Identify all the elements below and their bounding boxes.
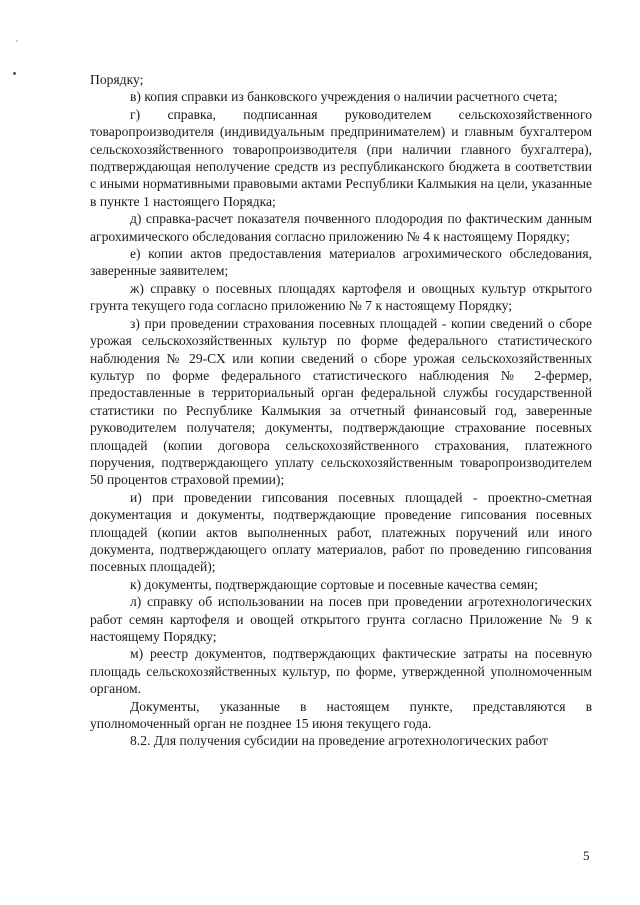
paragraph-item-e: е) копии актов предоставления материалов агрохимического обследования, заверенные заявителем; <box>90 246 592 279</box>
scan-speck <box>16 40 18 42</box>
paragraph-item-z: з) при проведении страхования посевных площадей - копии сведений о сборе урожая сельскохозяйственных культур по форме федерального статистического наблюдения № 29-СХ или копии сведений о сборе урожая сельскохозяйственных культур по форме федерального статистического наблюдения № 2-фермер, предоставленные в территориальный орган федеральной службы государственной статистики по Республике Калмыкия за отчетный финансовый год, заверенные руководителем получателя; документы, подтверждающие страхование посевных площадей (копии договора сельскохозяйственного страхования, платежного поручения, подтверждающего уплату сельскохозяйственным товаропроизводителем 50 процентов страховой премии); <box>90 315 592 488</box>
document-body <box>90 71 592 750</box>
paragraph-item-zh: ж) справку о посевных площадях картофеля и овощных культур открытого грунта текущего года согласно приложению № 7 к настоящему Порядку; <box>90 280 592 314</box>
paragraph-item-i: и) при проведении гипсования посевных площадей - проектно-сметная документация и документы, подтверждающие проведение гипсования посевных площадей (копии актов выполненных работ, платежных поручений или иного документа, подтверждающего оплату материалов, работ по проведению гипсования посевных площадей); <box>90 489 592 575</box>
paragraph-item-m: м) реестр документов, подтверждающих фактические затраты на посевную площадь сельскохозяйственных культур, по форме, утвержденной уполномоченным органом. <box>90 646 592 697</box>
paragraph-item-l: л) справку об использовании на посев при проведении агротехнологических работ семян картофеля и овощей открытого грунта согласно Приложение № 9 к настоящему Порядку; <box>90 594 592 644</box>
page-number: 5 <box>583 848 590 863</box>
paragraph-item-g: г) справка, подписанная руководителем сельскохозяйственного товаропроизводителя (индивидуальным предпринимателем) и главным бухгалтером сельскохозяйственного товаропроизводителя (при наличии главного бухгалтера), подтверждающая неполучение средств из республиканского бюджета в соответствии с иными нормативными правовыми актами Республики Калмыкия на цели, указанные в пункте 1 настоящего Порядка; <box>90 106 592 209</box>
paragraph-continuation: Порядку; <box>90 72 144 87</box>
scan-speck <box>13 72 16 75</box>
paragraph-item-k: к) документы, подтверждающие сортовые и посевные качества семян; <box>130 576 538 592</box>
paragraph-item-d: д) справка-расчет показателя почвенного плодородия по фактическим данным агрохимического обследования согласно приложению № 4 к настоящему Порядку; <box>90 211 592 244</box>
paragraph-section-8-2: 8.2. Для получения субсидии на проведение агротехнологических работ <box>130 733 548 749</box>
paragraph-item-v: в) копия справки из банковского учреждения о наличии расчетного счета; <box>130 89 558 105</box>
paragraph-documents-deadline: Документы, указанные в настоящем пункте, представляются в уполномоченный орган не позднее 15 июня текущего года. <box>90 698 592 732</box>
